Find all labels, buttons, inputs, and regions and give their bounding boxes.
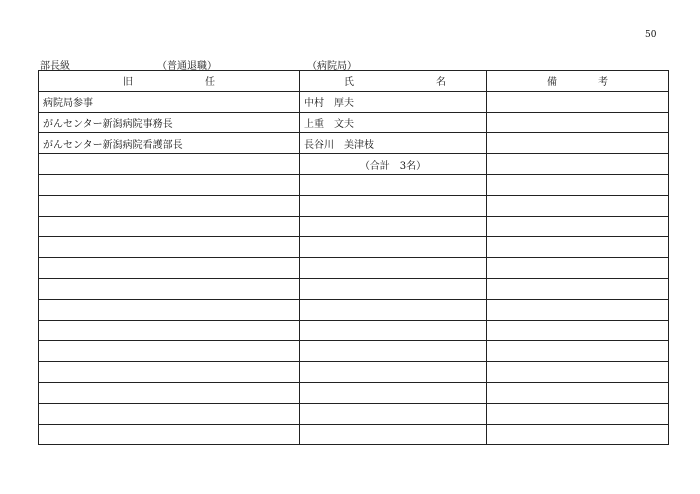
column-header-char: 考 <box>598 77 608 89</box>
empty-cell <box>487 424 669 445</box>
name-cell: 上重 文夫 <box>300 112 487 133</box>
empty-cell <box>487 362 669 383</box>
empty-cell <box>39 216 300 237</box>
empty-row <box>39 382 669 403</box>
empty-cell <box>300 216 487 237</box>
empty-cell <box>487 258 669 279</box>
column-header-char: 名 <box>436 77 446 89</box>
personnel-table <box>38 70 669 445</box>
empty-row <box>39 403 669 424</box>
former-position-cell: 病院局参事 <box>39 91 300 112</box>
empty-cell <box>487 382 669 403</box>
empty-cell <box>39 341 300 362</box>
column-header-former-position <box>39 71 300 92</box>
empty-row <box>39 237 669 258</box>
remarks-cell <box>487 91 669 112</box>
empty-cell <box>487 299 669 320</box>
empty-row <box>39 424 669 445</box>
table-row <box>39 133 669 154</box>
empty-cell <box>300 278 487 299</box>
empty-cell <box>39 382 300 403</box>
remarks-cell <box>487 133 669 154</box>
name-cell: 中村 厚夫 <box>300 91 487 112</box>
total-cell: （合計 3名） <box>300 154 487 175</box>
empty-cell <box>487 403 669 424</box>
empty-row <box>39 216 669 237</box>
empty-row <box>39 341 669 362</box>
empty-cell <box>39 299 300 320</box>
empty-row <box>39 362 669 383</box>
empty-cell <box>39 403 300 424</box>
empty-cell <box>39 174 300 195</box>
name-cell: 長谷川 美津枝 <box>300 133 487 154</box>
empty-cell <box>300 362 487 383</box>
column-header-char: 旧 <box>123 77 133 89</box>
column-header-char: 氏 <box>344 77 354 89</box>
empty-cell <box>487 320 669 341</box>
empty-cell <box>487 174 669 195</box>
empty-cell <box>39 258 300 279</box>
empty-row <box>39 174 669 195</box>
empty-cell <box>487 195 669 216</box>
empty-cell <box>300 424 487 445</box>
empty-cell <box>487 237 669 258</box>
empty-cell <box>300 174 487 195</box>
empty-row <box>39 278 669 299</box>
empty-cell <box>39 362 300 383</box>
former-position-cell: がんセンター新潟病院看護部長 <box>39 133 300 154</box>
empty-row <box>39 195 669 216</box>
page-number: 50 <box>645 30 657 40</box>
empty-cell <box>300 341 487 362</box>
empty-cell <box>39 424 300 445</box>
column-header-char: 任 <box>205 77 215 89</box>
column-header-char: 備 <box>547 77 557 89</box>
retirement-type-label: （普通退職） <box>157 61 217 72</box>
remarks-cell <box>487 112 669 133</box>
empty-cell <box>39 320 300 341</box>
empty-cell <box>39 237 300 258</box>
empty-cell <box>39 195 300 216</box>
empty-row <box>39 299 669 320</box>
column-header-remarks <box>487 71 669 92</box>
empty-cell <box>487 154 669 175</box>
empty-cell <box>300 237 487 258</box>
rank-label: 部長級 <box>40 61 70 72</box>
empty-cell <box>300 403 487 424</box>
empty-cell <box>487 278 669 299</box>
empty-cell <box>300 299 487 320</box>
empty-cell <box>300 320 487 341</box>
former-position-cell: がんセンター新潟病院事務長 <box>39 112 300 133</box>
empty-cell <box>487 341 669 362</box>
column-header-name <box>300 71 487 92</box>
empty-cell <box>39 278 300 299</box>
table-header-row <box>39 71 669 92</box>
empty-row <box>39 258 669 279</box>
empty-cell <box>300 258 487 279</box>
total-row <box>39 154 669 175</box>
table-row <box>39 91 669 112</box>
empty-cell <box>300 195 487 216</box>
table-row <box>39 112 669 133</box>
empty-row <box>39 320 669 341</box>
empty-cell <box>39 154 300 175</box>
empty-cell <box>487 216 669 237</box>
empty-cell <box>300 382 487 403</box>
organization-label: （病院局） <box>307 61 357 72</box>
